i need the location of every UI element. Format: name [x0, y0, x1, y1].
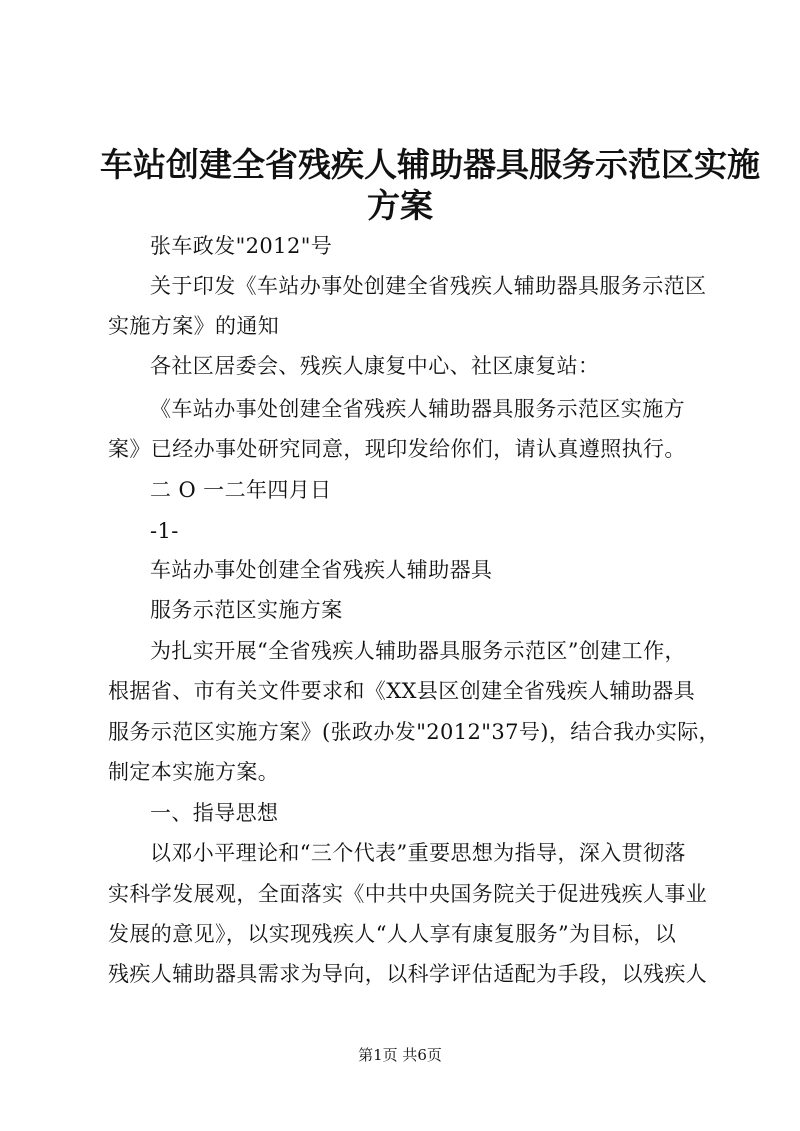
body-paragraph-line: 根据省、市有关文件要求和《XX县区创建全省残疾人辅助器具 — [108, 679, 696, 703]
document-title-line-2: 方案 — [367, 186, 433, 225]
recipients-line: 各社区居委会、残疾人康复中心、社区康复站： — [150, 354, 600, 378]
body-paragraph-line: 《车站办事处创建全省残疾人辅助器具服务示范区实施方 — [150, 397, 685, 421]
body-paragraph-line: 制定本实施方案。 — [108, 760, 280, 784]
section-heading: 一、指导思想 — [150, 801, 279, 825]
notice-title-line-2: 实施方案》的通知 — [108, 314, 280, 338]
body-paragraph-line: 实科学发展观，全面落实《中共中央国务院关于促进残疾人事业 — [108, 882, 708, 906]
notice-title-line-1: 关于印发《车站办事处创建全省残疾人辅助器具服务示范区 — [150, 274, 707, 298]
section-title-line-2: 服务示范区实施方案 — [150, 598, 343, 622]
body-paragraph-line: 案》已经办事处研究同意，现印发给你们，请认真遵照执行。 — [108, 437, 686, 461]
body-paragraph-line: 以邓小平理论和“三个代表”重要思想为指导，深入贯彻落 — [150, 841, 686, 865]
body-paragraph-line: 为扎实开展“全省残疾人辅助器具服务示范区”创建工作， — [150, 639, 686, 663]
body-paragraph-line: 发展的意见》，以实现残疾人“人人享有康复服务”为目标，以 — [108, 922, 677, 946]
page-footer: 第1页 共6页 — [358, 1046, 442, 1064]
section-title-line-1: 车站办事处创建全省残疾人辅助器具 — [150, 558, 493, 582]
date-line: 二 O 一二年四月日 — [150, 478, 332, 502]
inline-page-marker: -1- — [150, 519, 179, 543]
body-paragraph-line: 残疾人辅助器具需求为导向，以科学评估适配为手段，以残疾人 — [108, 962, 708, 986]
document-title-line-1: 车站创建全省残疾人辅助器具服务示范区实施 — [100, 145, 760, 184]
body-paragraph-line: 服务示范区实施方案》(张政办发"2012"37号)，结合我办实际， — [108, 720, 721, 744]
document-number: 张车政发"2012"号 — [150, 234, 333, 258]
